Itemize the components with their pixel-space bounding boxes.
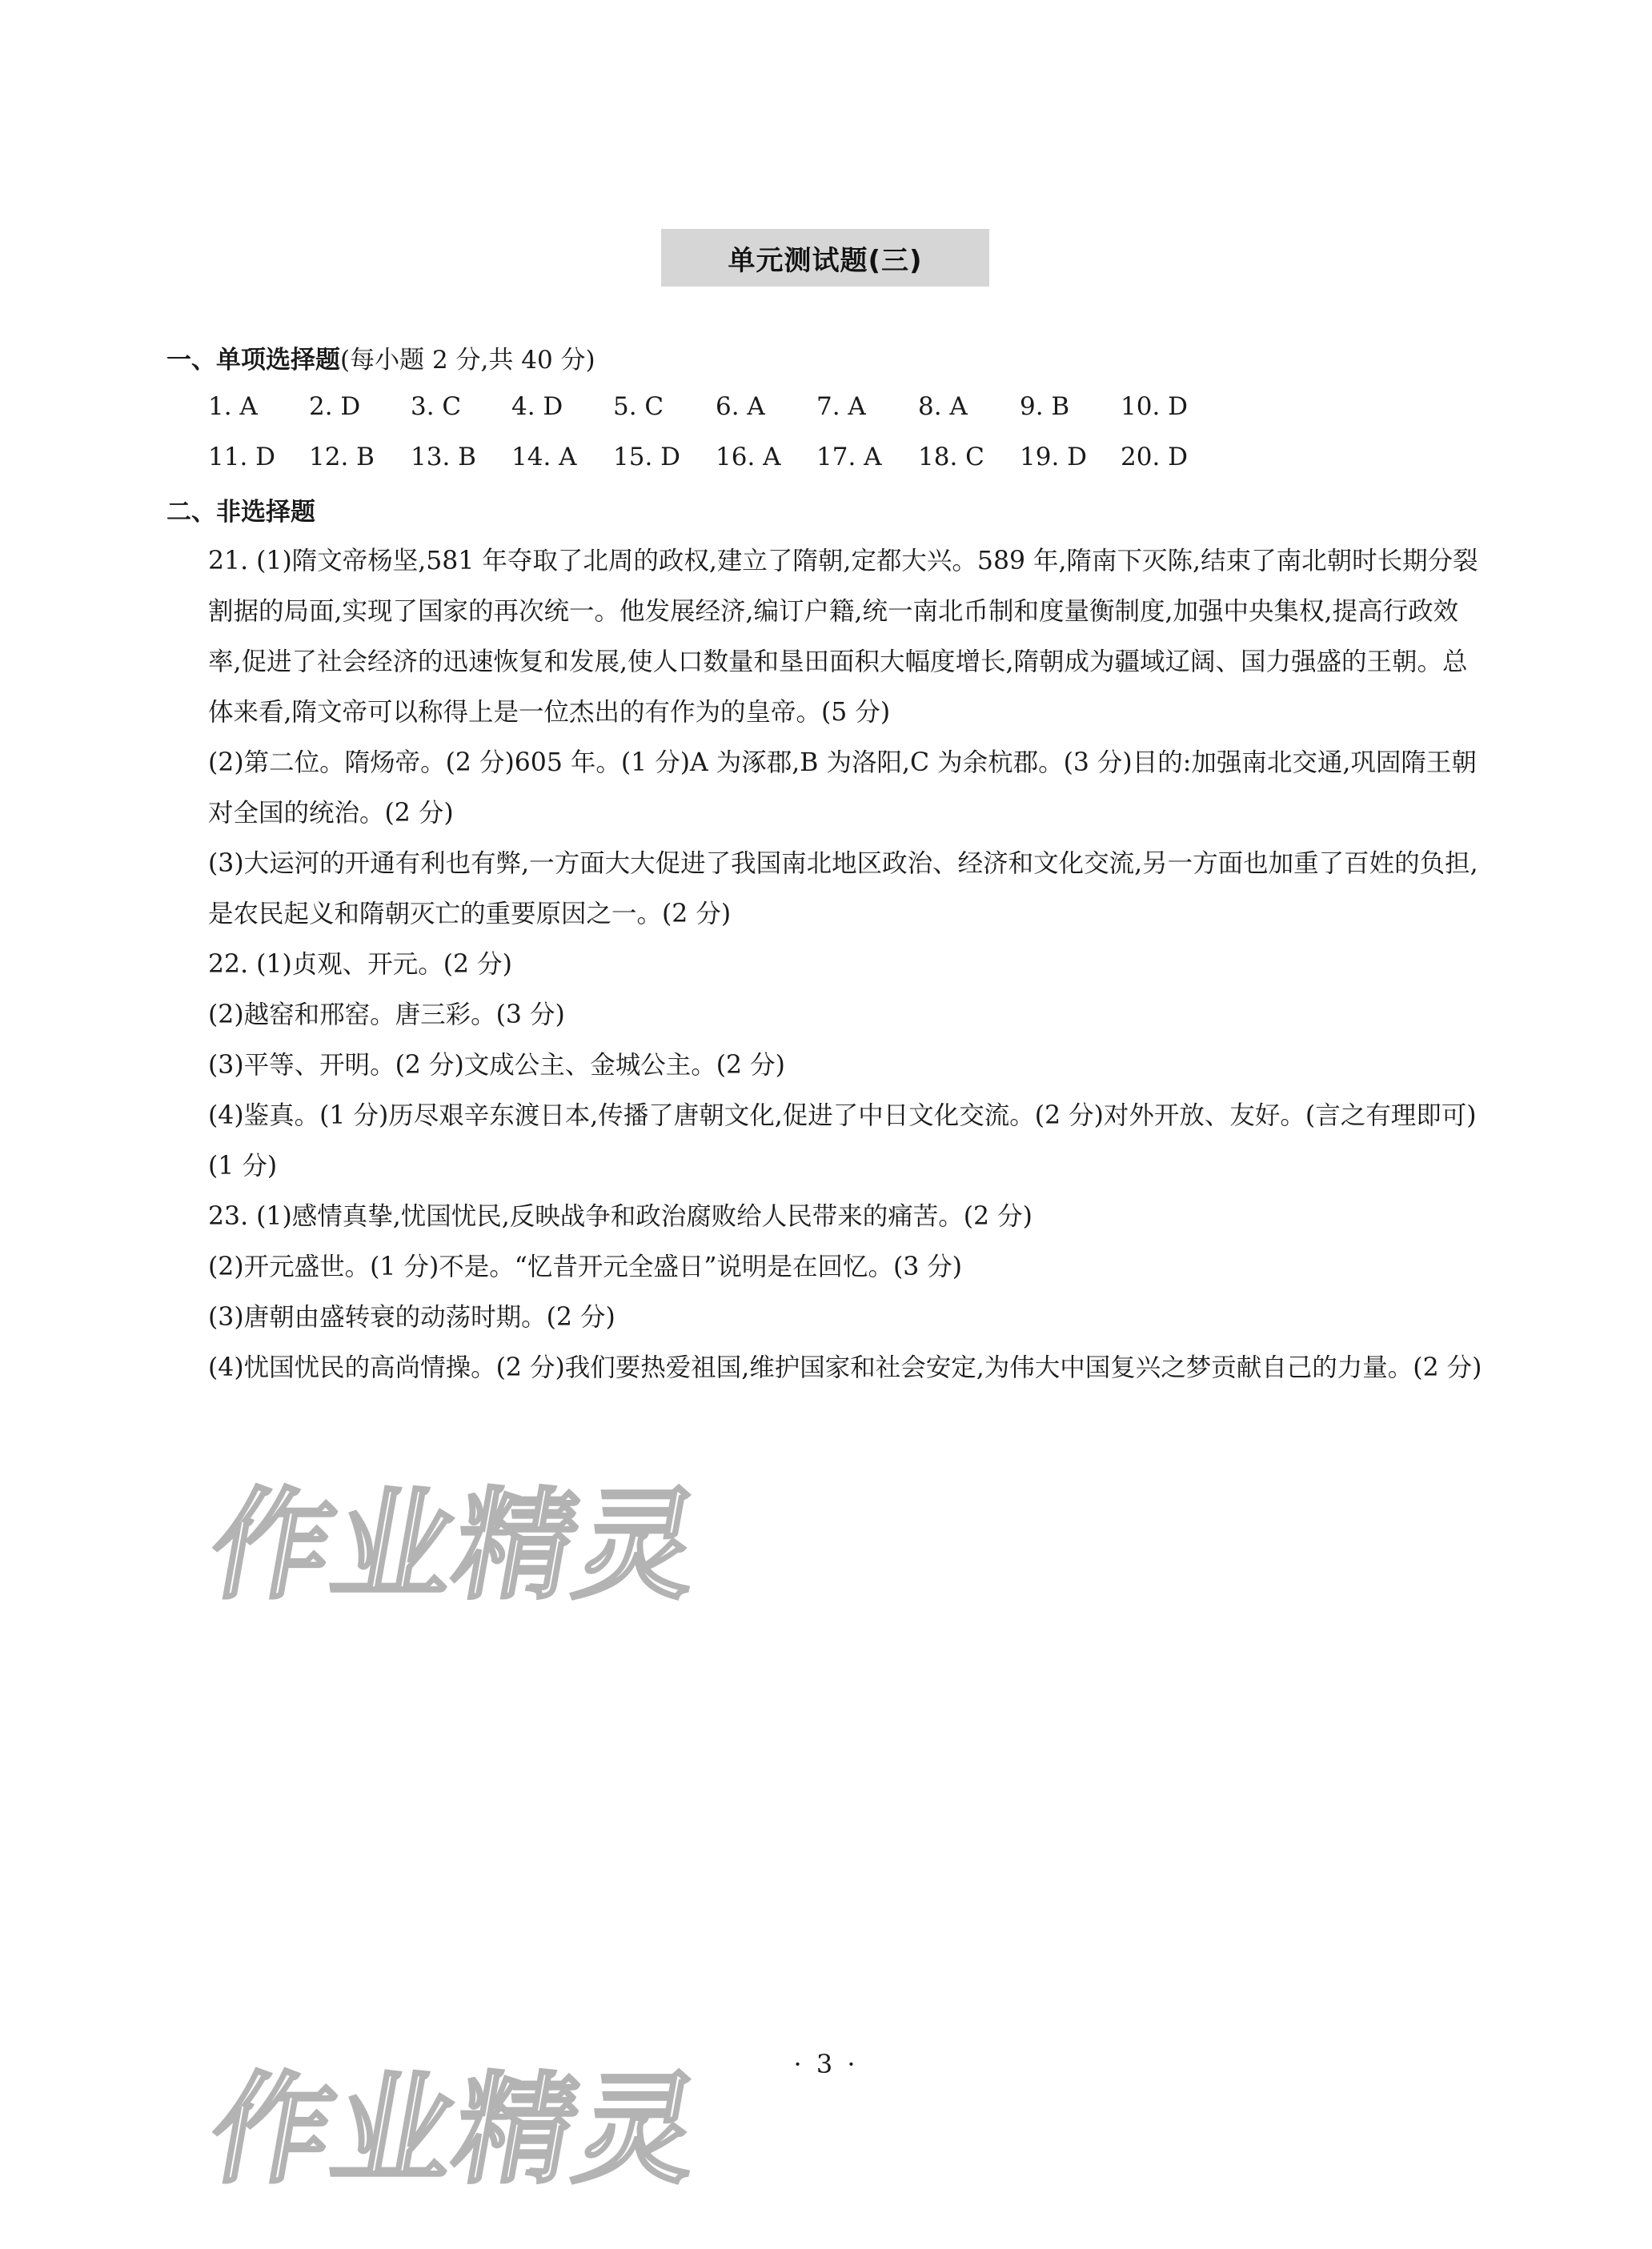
- answer-item: 19. D: [1020, 443, 1088, 471]
- answer-item: 9. B: [1020, 392, 1070, 421]
- answer-item: 5. C: [613, 392, 664, 421]
- answer-item: 4. D: [511, 392, 563, 421]
- answer-item: 10. D: [1121, 392, 1189, 421]
- section-1-title: 一、单项选择题: [166, 346, 340, 375]
- answer-item: 14. A: [511, 443, 577, 471]
- answer-content: [208, 536, 1489, 1393]
- answer-paragraph: (4)鉴真。(1 分)历尽艰辛东渡日本,传播了唐朝文化,促进了中日文化交流。(2 分)对外开放、友好。(言之有理即可)(1 分): [208, 1101, 1477, 1181]
- section-1-heading: [166, 339, 595, 375]
- watermark-logo: 作业精灵: [200, 1477, 712, 1616]
- answer-item: 11. D: [208, 443, 276, 471]
- answer-paragraph: 22. (1)贞观、开元。(2 分): [208, 950, 512, 979]
- answer-item: 8. A: [918, 392, 968, 421]
- answer-paragraph: (3)大运河的开通有利也有弊,一方面大大促进了我国南北地区政治、经济和文化交流,另一方面也加重了百姓的负担,是农民起义和隋朝灭亡的重要原因之一。(2 分): [208, 849, 1478, 928]
- answer-item: 12. B: [309, 443, 375, 471]
- answer-item: 13. B: [411, 443, 476, 471]
- answer-item: 3. C: [411, 392, 462, 421]
- answer-item: 6. A: [716, 392, 765, 421]
- answer-paragraph: 21. (1)隋文帝杨坚,581 年夺取了北周的政权,建立了隋朝,定都大兴。589 年,隋南下灭陈,结束了南北朝时长期分裂割据的局面,实现了国家的再次统一。他发展经济,编订户籍,统一南北币制和度量衡制度,加强中央集权,提高行政效率,促进了社会经济的迅速恢复和发展,使人口数量和垦田面积大幅度增长,隋朝成为疆域辽阔、国力强盛的王朝。总体来看,隋文帝可以称得上是一位杰出的有作为的皇帝。(5 分): [208, 547, 1478, 727]
- section-2-heading: 二、非选择题: [166, 498, 315, 527]
- answer-paragraph: (2)越窑和邢窑。唐三彩。(3 分): [208, 1000, 565, 1029]
- watermark-logo: 作业精灵: [200, 2061, 712, 2200]
- section-1-note: (每小题 2 分,共 40 分): [340, 346, 595, 375]
- answer-item: 17. A: [816, 443, 882, 471]
- answer-paragraph: (3)平等、开明。(2 分)文成公主、金城公主。(2 分): [208, 1051, 785, 1080]
- answer-item: 18. C: [918, 443, 984, 471]
- answer-paragraph: (4)忧国忧民的高尚情操。(2 分)我们要热爱祖国,维护国家和社会安定,为伟大中国复兴之梦贡献自己的力量。(2 分): [208, 1353, 1482, 1382]
- answer-item: 2. D: [309, 392, 361, 421]
- answer-item: 15. D: [613, 443, 681, 471]
- page-number: · 3 ·: [793, 2049, 859, 2079]
- answer-item: 20. D: [1121, 443, 1189, 471]
- answer-paragraph: (3)唐朝由盛转衰的动荡时期。(2 分): [208, 1303, 615, 1332]
- answer-paragraph: (2)开元盛世。(1 分)不是。“忆昔开元全盛日”说明是在回忆。(3 分): [208, 1253, 963, 1281]
- answer-item: 1. A: [208, 392, 258, 421]
- answer-paragraph: (2)第二位。隋炀帝。(2 分)605 年。(1 分)A 为涿郡,B 为洛阳,C 为余杭郡。(3 分)目的:加强南北交通,巩固隋王朝对全国的统治。(2 分): [208, 748, 1477, 828]
- answer-paragraph: 23. (1)感情真挚,忧国忧民,反映战争和政治腐败给人民带来的痛苦。(2 分): [208, 1202, 1032, 1231]
- page-title: 单元测试题(三): [661, 229, 989, 287]
- answer-item: 7. A: [816, 392, 866, 421]
- answer-item: 16. A: [716, 443, 781, 471]
